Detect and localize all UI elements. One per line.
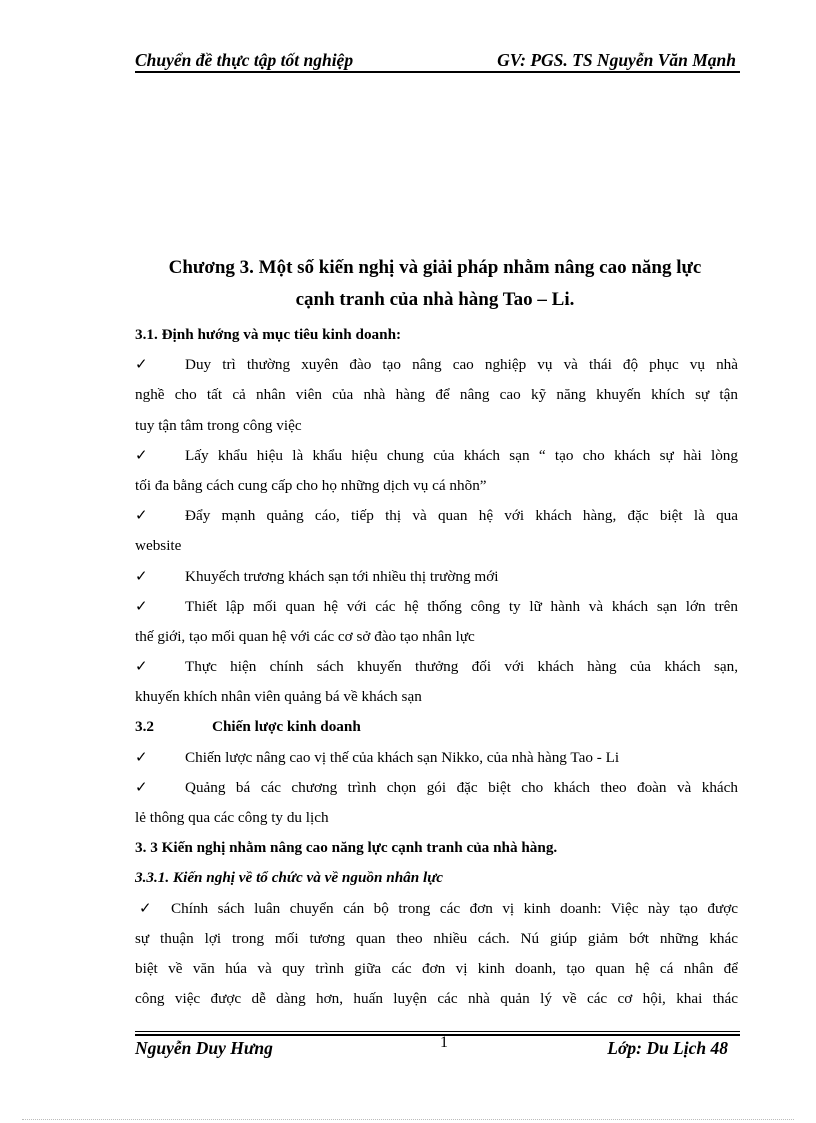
list-item-3-1-2-line-1: ✓ Lấy khẩu hiệu là khẩu hiệu chung của khách sạn “ tạo cho khách sự hài lòng bbox=[135, 441, 738, 471]
list-item-3-3-1-line-1: ✓ Chính sách luân chuyển cán bộ trong các đơn vị kinh doanh: Việc này tạo được bbox=[135, 894, 738, 924]
check-icon: ✓ bbox=[135, 567, 148, 585]
list-item-3-1-2-line-2: tối đa bằng cách cung cấp cho họ những dịch vụ cá nhõn” bbox=[135, 476, 487, 494]
footer-author: Nguyễn Duy Hưng bbox=[135, 1038, 273, 1058]
list-item-3-1-3-line-2: website bbox=[135, 537, 182, 555]
list-item-3-1-4-line-1: ✓ Khuyếch trương khách sạn tới nhiều thị trường mới bbox=[135, 562, 738, 592]
header-left: Chuyển đề thực tập tốt nghiệp bbox=[135, 50, 354, 70]
check-icon: ✓ bbox=[135, 356, 148, 374]
header-rule bbox=[135, 71, 740, 73]
check-icon: ✓ bbox=[135, 658, 148, 676]
list-item-3-1-5-line-2: thế giới, tạo mối quan hệ với các cơ sở đào tạo nhân lực bbox=[135, 627, 475, 645]
body-text bbox=[135, 320, 738, 1014]
list-item-3-1-5-line-1: ✓ Thiết lập mối quan hệ với các hệ thống công ty lữ hành và khách sạn lớn trên bbox=[135, 592, 738, 622]
list-item-3-1-3-line-1: ✓ Đẩy mạnh quảng cáo, tiếp thị và quan hệ với khách hàng, đặc biệt là qua bbox=[135, 501, 738, 531]
list-item-3-1-6-line-2: khuyến khích nhân viên quảng bá về khách sạn bbox=[135, 688, 422, 706]
section-3-3-heading: 3. 3 Kiến nghị nhằm nâng cao năng lực cạnh tranh của nhà hàng. bbox=[135, 839, 558, 857]
header-right: GV: PGS. TS Nguyễn Văn Mạnh bbox=[497, 50, 736, 70]
list-item-3-1-1-line-1: ✓ Duy trì thường xuyên đào tạo nâng cao nghiệp vụ và thái độ phục vụ nhà bbox=[135, 350, 738, 380]
chapter-title bbox=[120, 252, 750, 316]
list-item-3-2-1-line-1: ✓ Chiến lược nâng cao vị thế của khách sạn Nikko, của nhà hàng Tao - Li bbox=[135, 743, 738, 773]
page-bottom-border bbox=[22, 1119, 794, 1120]
footer-class: Lớp: Du Lịch 48 bbox=[607, 1038, 728, 1058]
page-footer bbox=[135, 1034, 740, 1064]
list-item-3-3-1-line-3: biệt về văn húa và quy trình giữa các đơn vị kinh doanh, tạo quan hệ cá nhân để bbox=[135, 959, 738, 977]
chapter-title-line-2: cạnh tranh của nhà hàng Tao – Li. bbox=[295, 289, 575, 310]
list-item-3-1-6-line-1: ✓ Thực hiện chính sách khuyến thưởng đối với khách hàng của khách sạn, bbox=[135, 652, 738, 682]
section-3-2-heading: 3.2 Chiến lược kinh doanh bbox=[135, 718, 361, 736]
list-item-3-1-1-line-3: tuy tận tâm trong công việc bbox=[135, 416, 302, 434]
check-icon: ✓ bbox=[135, 507, 148, 525]
list-item-3-2-2-line-1: ✓ Quảng bá các chương trình chọn gói đặc biệt cho khách theo đoàn và khách bbox=[135, 773, 738, 803]
list-item-3-1-1-line-2: nghề cho tất cả nhân viên của nhà hàng để nâng cao kỹ năng khuyến khích sự tận bbox=[135, 386, 738, 404]
section-3-1-heading: 3.1. Định hướng và mục tiêu kinh doanh: bbox=[135, 326, 402, 343]
list-item-3-3-1-line-4: công việc được dễ dàng hơn, huấn luyện các nhà quản lý về các cơ hội, khai thác bbox=[135, 990, 738, 1008]
page-number: 1 bbox=[440, 1034, 448, 1051]
check-icon: ✓ bbox=[135, 446, 148, 464]
check-icon: ✓ bbox=[135, 778, 148, 796]
footer-rule-thick bbox=[135, 1034, 740, 1036]
check-icon: ✓ bbox=[139, 899, 152, 917]
section-3-3-1-heading: 3.3.1. Kiến nghị về tổ chức và về nguồn nhân lực bbox=[135, 869, 444, 887]
check-icon: ✓ bbox=[135, 597, 148, 615]
list-item-3-3-1-line-2: sự thuận lợi trong mối tương quan theo nhiều cách. Nú giúp giảm bớt những khác bbox=[135, 929, 738, 947]
chapter-title-line-1: Chương 3. Một số kiến nghị và giải pháp nhằm nâng cao năng lực bbox=[168, 257, 702, 278]
check-icon: ✓ bbox=[135, 748, 148, 766]
page-header bbox=[135, 48, 740, 72]
footer-rule bbox=[135, 1031, 740, 1032]
list-item-3-2-2-line-2: lẻ thông qua các công ty du lịch bbox=[135, 809, 329, 826]
